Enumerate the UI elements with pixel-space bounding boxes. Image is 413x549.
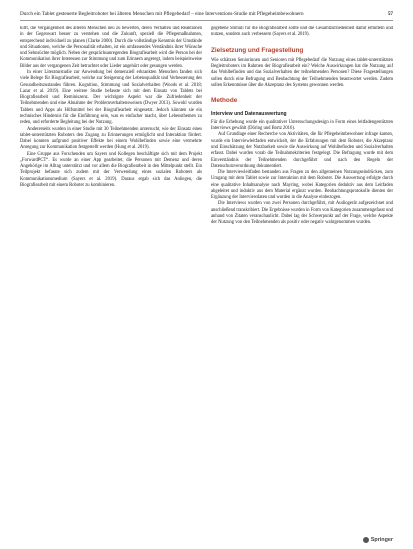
paragraph: In einer Literaturstudie zur Anwendung bei demenziell erkrankten Menschen fanden sich viele Belege für Biografiearbeit, welche zur Steigerung der Lebensqualität und Verbesserung des Gesundheitszustandes führen. Kognition, Stimmung und Sozialverhalten (Woods et al. 2018; Lazar et al. 2019). Eine weitere Studie befasste sich mit dem Einsatz von Tablets bei Biografiearbeit und Reminiszenz. Der wichtigste Aspekt war die Zufriedenheit der Teilnehmenden und eine Abnahme der Problemverhaltensweisen (Dwyer 2013). Sowohl wurden Tablets und Apps als Hilfsmittel bei der Biografiearbeit eingesetzt. Jedoch könnten sie ein technisches Hindernis für die Einführung sein, was es einfacher macht, über Lebensthemen zu reden, und erforderte Begleitung bei der Nutzung. [20, 69, 202, 126]
left-column [20, 26, 202, 533]
two-column-body [20, 26, 393, 533]
paragraph: Wie schätzen Seniorinnen und Senioren mit Pflegebedarf die Nutzung eines tablet-unterstützten Begleitroboters im Rahmen der Biografiearbeit ein? Welche Auswirkungen hat die Nutzung auf das Wohlbefinden und das Sozialverhalten der teilnehmenden Personen? Diese Fragestellungen sollen durch eine Befragung und Beobachtung der Teilnehmenden beantwortet werden. Zudem sollen Erkenntnisse über die Akzeptanz des Systems gewonnen werden. [211, 57, 393, 88]
paragraph: Auf Grundlage einer Recherche von Aktivitäten, die für Pflegeheimbewohner infrage kamen, wurde ein Interviewleitfaden entwickelt, der die Erfahrungen mit dem Roboter, die Akzeptanz und Einschätzung der Nutzbarkeit sowie die Auswirkung auf Wohlbefinden und Sozialverhalten erfasst. Dabei wurden vorab die Teilnahmekriterien festgelegt. Die Befragung wurde mit dem Einverständnis der Teilnehmenden durchgeführt und nach den Regeln der Datenschutzverordnung dokumentiert. [211, 132, 393, 169]
paragraph: Die Interviewleitfaden bestanden aus Fragen zu den allgemeinen Nutzungseindrücken, zum Umgang mit dem Tablet sowie zur Interaktion mit dem Roboter. Die Auswertung erfolgte durch eine qualitative Inhaltsanalyse nach Mayring, wobei Kategorien deduktiv aus dem Leitfaden abgeleitet und induktiv aus dem Material ergänzt wurden. Beobachtungsprotokolle dienten der Ergänzung der Interviewdaten und wurden in die Analyse einbezogen. [211, 170, 393, 201]
publisher-name: Springer [370, 537, 393, 543]
section-heading: Zielsetzung und Fragestellung [211, 46, 304, 54]
page-number: 57 [387, 11, 393, 17]
paragraph: hilft, die Vergangenheit des älteren Menschen neu zu bewerten, deren Verhalten und Reaktionen in der Gegenwart besser zu verstehen und die Zukunft, speziell die Pflegemaßnahmen, entsprechend individuell zu planen (Clarke 2000). Durch die vollständige Kenntnis der Umstände und Situationen, welche die Personalität erhalten, ist ein umfassendes Verständnis ihrer Wünsche und Sehnsüchte möglich. Neben der gesprächsanregenden Biografiearbeit wird die Person bei der Kommunikation ihrer Interessen zur Stimmung und zum Erinnern angeregt, indem beispielsweise Bilder aus der vergangenen Zeit betrachtet oder Lieder angehört oder gesungen werden. [20, 26, 202, 69]
paragraph: gegebene Stimuli für die Biografiearbeit sollte und die Gesamtzufriedenheit damit ermitteln und nutzen, sondern auch verbessern (Sayers et al. 2019). [211, 26, 393, 38]
publisher-logo [363, 537, 393, 543]
running-head [20, 8, 393, 21]
springer-horse-icon [363, 537, 369, 543]
running-head-title: Durch ein Tablet gesteuerte Begleitroboter bei älteren Menschen mit Pflegebedarf – eine Interventions-Studie mit Pflegeheimbewohnern [20, 11, 304, 17]
paragraph: Die Interviews wurden von zwei Personen durchgeführt, mit Audiogerät aufgezeichnet und anschließend transkribiert. Die Ergebnisse wurden in Form von Kategorien zusammengefasst und anhand von Zitaten veranschaulicht. Dabei lag der Schwerpunkt auf der Frage, welche Aspekte der Nutzung von den Teilnehmenden als positiv oder negativ wahrgenommen wurden. [211, 201, 393, 226]
subsection-heading: Interview und Datenauswertung [211, 110, 287, 117]
section-heading: Methode [211, 97, 238, 105]
paragraph: Andererseits wurden in einer Studie mit 30 Teilnehmenden untersucht, wie der Einsatz eines tablet-unterstützten Roboters den Zugang zu Erinnerungen ermöglicht und Interaktion fördert. Dabei konnten aufgrund positiver Effekte bei einem Wohlbefinden sowie eine vermehrte Anregung zur Kommunikation festgestellt werden (Hung et al. 2019). [20, 126, 202, 151]
right-column [211, 26, 393, 533]
paragraph: Eine Gruppe aus Forschenden um Sayers und Kollegen beschäftigte sich mit dem Projekt „ForwardPCT“. Es wurde an einer App gearbeitet, die Personen mit Demenz und deren Angehörige im Alltag unterstützt und vor allem die Biografiearbeit in den Mittelpunkt stellt. Ein Teilprojekt befasste sich zudem mit der Verwendung eines sozialen Roboters als Kommunikationsmedium (Sayers et al. 2019). Daraus ergab sich das Anliegen, die Biografiearbeit mit einem Roboter zu kombinieren. [20, 151, 202, 189]
paragraph: Für die Erhebung wurde ein qualitativer Untersuchungsdesign in Form eines leitfadengestützten Interviews gewählt (Döring und Bortz 2016). [211, 119, 393, 132]
